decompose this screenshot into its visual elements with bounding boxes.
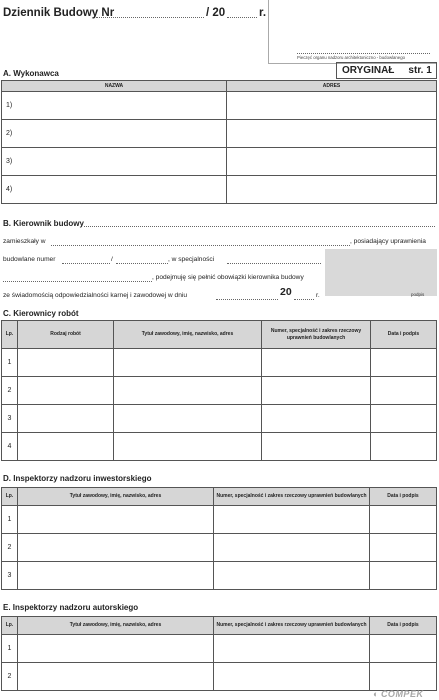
manager-name-field[interactable] [84, 226, 435, 227]
permissions-cell[interactable] [214, 562, 370, 590]
col-header-permissions: Numer, specjalność i zakres rzeczowy uprawnień budowlanych [214, 617, 370, 635]
permit-number-field[interactable] [62, 263, 110, 264]
address-cell[interactable] [227, 176, 437, 204]
table-row [2, 349, 437, 377]
section-b-title: B. Kierownik budowy [3, 219, 84, 228]
stamp-line [297, 53, 430, 54]
col-header-address: ADRES [227, 81, 437, 92]
person-cell[interactable] [18, 534, 214, 562]
permit-slash: / [111, 256, 113, 263]
work-type-cell[interactable] [18, 377, 114, 405]
table-row [2, 663, 437, 691]
person-cell[interactable] [114, 377, 262, 405]
date-field[interactable] [216, 299, 278, 300]
logo-mark-icon: ◐ [373, 689, 379, 699]
row-number: 4) [2, 176, 227, 204]
stamp-caption: Pieczęć organu nadzoru architektoniczno - budowlanego [297, 55, 405, 60]
person-cell[interactable] [18, 506, 214, 534]
person-cell[interactable] [114, 433, 262, 461]
residence-label: zamieszkały w [3, 238, 46, 245]
col-header-lp: Lp. [2, 321, 18, 349]
works-managers-table [1, 320, 437, 461]
row-number: 3 [2, 562, 18, 590]
year-suffix: r. [259, 7, 267, 19]
table-row [2, 562, 437, 590]
row-number: 2) [2, 120, 227, 148]
section-d-title: D. Inspektorzy nadzoru inwestorskiego [3, 474, 152, 483]
work-type-cell[interactable] [18, 433, 114, 461]
date-year-field[interactable] [294, 299, 314, 300]
permit-number-label: budowlane numer [3, 256, 56, 263]
row-number: 2 [2, 377, 18, 405]
original-label: ORYGINAŁ [342, 65, 395, 76]
row-number: 2 [2, 663, 18, 691]
table-row [2, 120, 437, 148]
address-cell[interactable] [227, 92, 437, 120]
date-signature-cell[interactable] [371, 377, 437, 405]
person-cell[interactable] [18, 635, 214, 663]
signature-box[interactable] [325, 249, 437, 296]
row-number: 1) [2, 92, 227, 120]
permissions-cell[interactable] [262, 349, 371, 377]
col-header-person: Tytuł zawodowy, imię, nazwisko, adres [18, 617, 214, 635]
person-cell[interactable] [114, 349, 262, 377]
row-number: 3 [2, 405, 18, 433]
permissions-label: , posiadający uprawnienia [350, 238, 426, 245]
row-number: 3) [2, 148, 227, 176]
date-signature-cell[interactable] [370, 534, 437, 562]
person-cell[interactable] [18, 663, 214, 691]
work-type-cell[interactable] [18, 349, 114, 377]
specialty-field[interactable] [227, 263, 321, 264]
permissions-cell[interactable] [262, 433, 371, 461]
section-e-title: E. Inspektorzy nadzoru autorskiego [3, 603, 139, 612]
author-inspectors-table [1, 616, 437, 691]
person-cell[interactable] [114, 405, 262, 433]
permissions-cell[interactable] [214, 506, 370, 534]
table-row [2, 92, 437, 120]
date-signature-cell[interactable] [371, 405, 437, 433]
residence-field[interactable] [51, 245, 350, 246]
table-row [2, 405, 437, 433]
table-row [2, 635, 437, 663]
year-field[interactable] [227, 17, 257, 18]
contractor-table [1, 80, 437, 204]
col-header-lp: Lp. [2, 488, 18, 506]
col-header-permissions: Numer, specjalność i zakres rzeczowy uprawnień budowlanych [262, 321, 371, 349]
date-year-prefix: 20 [280, 286, 292, 298]
duty-statement: , podejmuję się pełnić obowiązki kierownika budowy [152, 274, 304, 281]
table-row [2, 148, 437, 176]
responsibility-statement: ze świadomością odpowiedzialności karnej i zawodowej w dniu [3, 292, 187, 299]
logo-text: COMPEK [380, 689, 424, 699]
section-a-title: A. Wykonawca [3, 69, 59, 78]
date-signature-cell[interactable] [371, 349, 437, 377]
table-row [2, 377, 437, 405]
permit-year-field[interactable] [116, 263, 168, 264]
col-header-person: Tytuł zawodowy, imię, nazwisko, adres [114, 321, 262, 349]
work-type-cell[interactable] [18, 405, 114, 433]
year-prefix: / 20 [206, 7, 226, 19]
section-c-title: C. Kierownicy robót [3, 309, 79, 318]
table-row [2, 433, 437, 461]
row-number: 1 [2, 506, 18, 534]
col-header-date-signature: Data i podpis [370, 617, 437, 635]
row-number: 2 [2, 534, 18, 562]
person-cell[interactable] [18, 562, 214, 590]
col-header-date-signature: Data i podpis [371, 321, 437, 349]
table-row [2, 534, 437, 562]
permissions-cell[interactable] [214, 663, 370, 691]
investor-inspectors-table [1, 487, 437, 590]
col-header-lp: Lp. [2, 617, 18, 635]
table-row [2, 176, 437, 204]
row-number: 1 [2, 635, 18, 663]
date-year-suffix: r. [316, 292, 320, 299]
row-number: 1 [2, 349, 18, 377]
specialty-continued-field[interactable] [3, 281, 152, 282]
col-header-name: NAZWA [2, 81, 227, 92]
date-signature-cell[interactable] [370, 562, 437, 590]
specialty-label: , w specjalności [168, 256, 215, 263]
document-title: Dziennik Budowy Nr [3, 7, 115, 19]
col-header-work-type: Rodzaj robót [18, 321, 114, 349]
journal-number-field[interactable] [96, 17, 204, 18]
signature-caption: podpis [411, 292, 425, 297]
col-header-person: Tytuł zawodowy, imię, nazwisko, adres [18, 488, 214, 506]
col-header-permissions: Numer, specjalność i zakres rzeczowy uprawnień budowlanych [214, 488, 370, 506]
row-number: 4 [2, 433, 18, 461]
permissions-cell[interactable] [262, 405, 371, 433]
permissions-cell[interactable] [262, 377, 371, 405]
table-row [2, 506, 437, 534]
original-badge [336, 62, 437, 79]
page-label: str. 1 [408, 65, 432, 76]
col-header-date-signature: Data i podpis [370, 488, 437, 506]
date-signature-cell[interactable] [370, 506, 437, 534]
date-signature-cell[interactable] [370, 635, 437, 663]
permissions-cell[interactable] [214, 635, 370, 663]
address-cell[interactable] [227, 148, 437, 176]
date-signature-cell[interactable] [370, 663, 437, 691]
address-cell[interactable] [227, 120, 437, 148]
permissions-cell[interactable] [214, 534, 370, 562]
compek-logo [373, 689, 423, 699]
date-signature-cell[interactable] [371, 433, 437, 461]
